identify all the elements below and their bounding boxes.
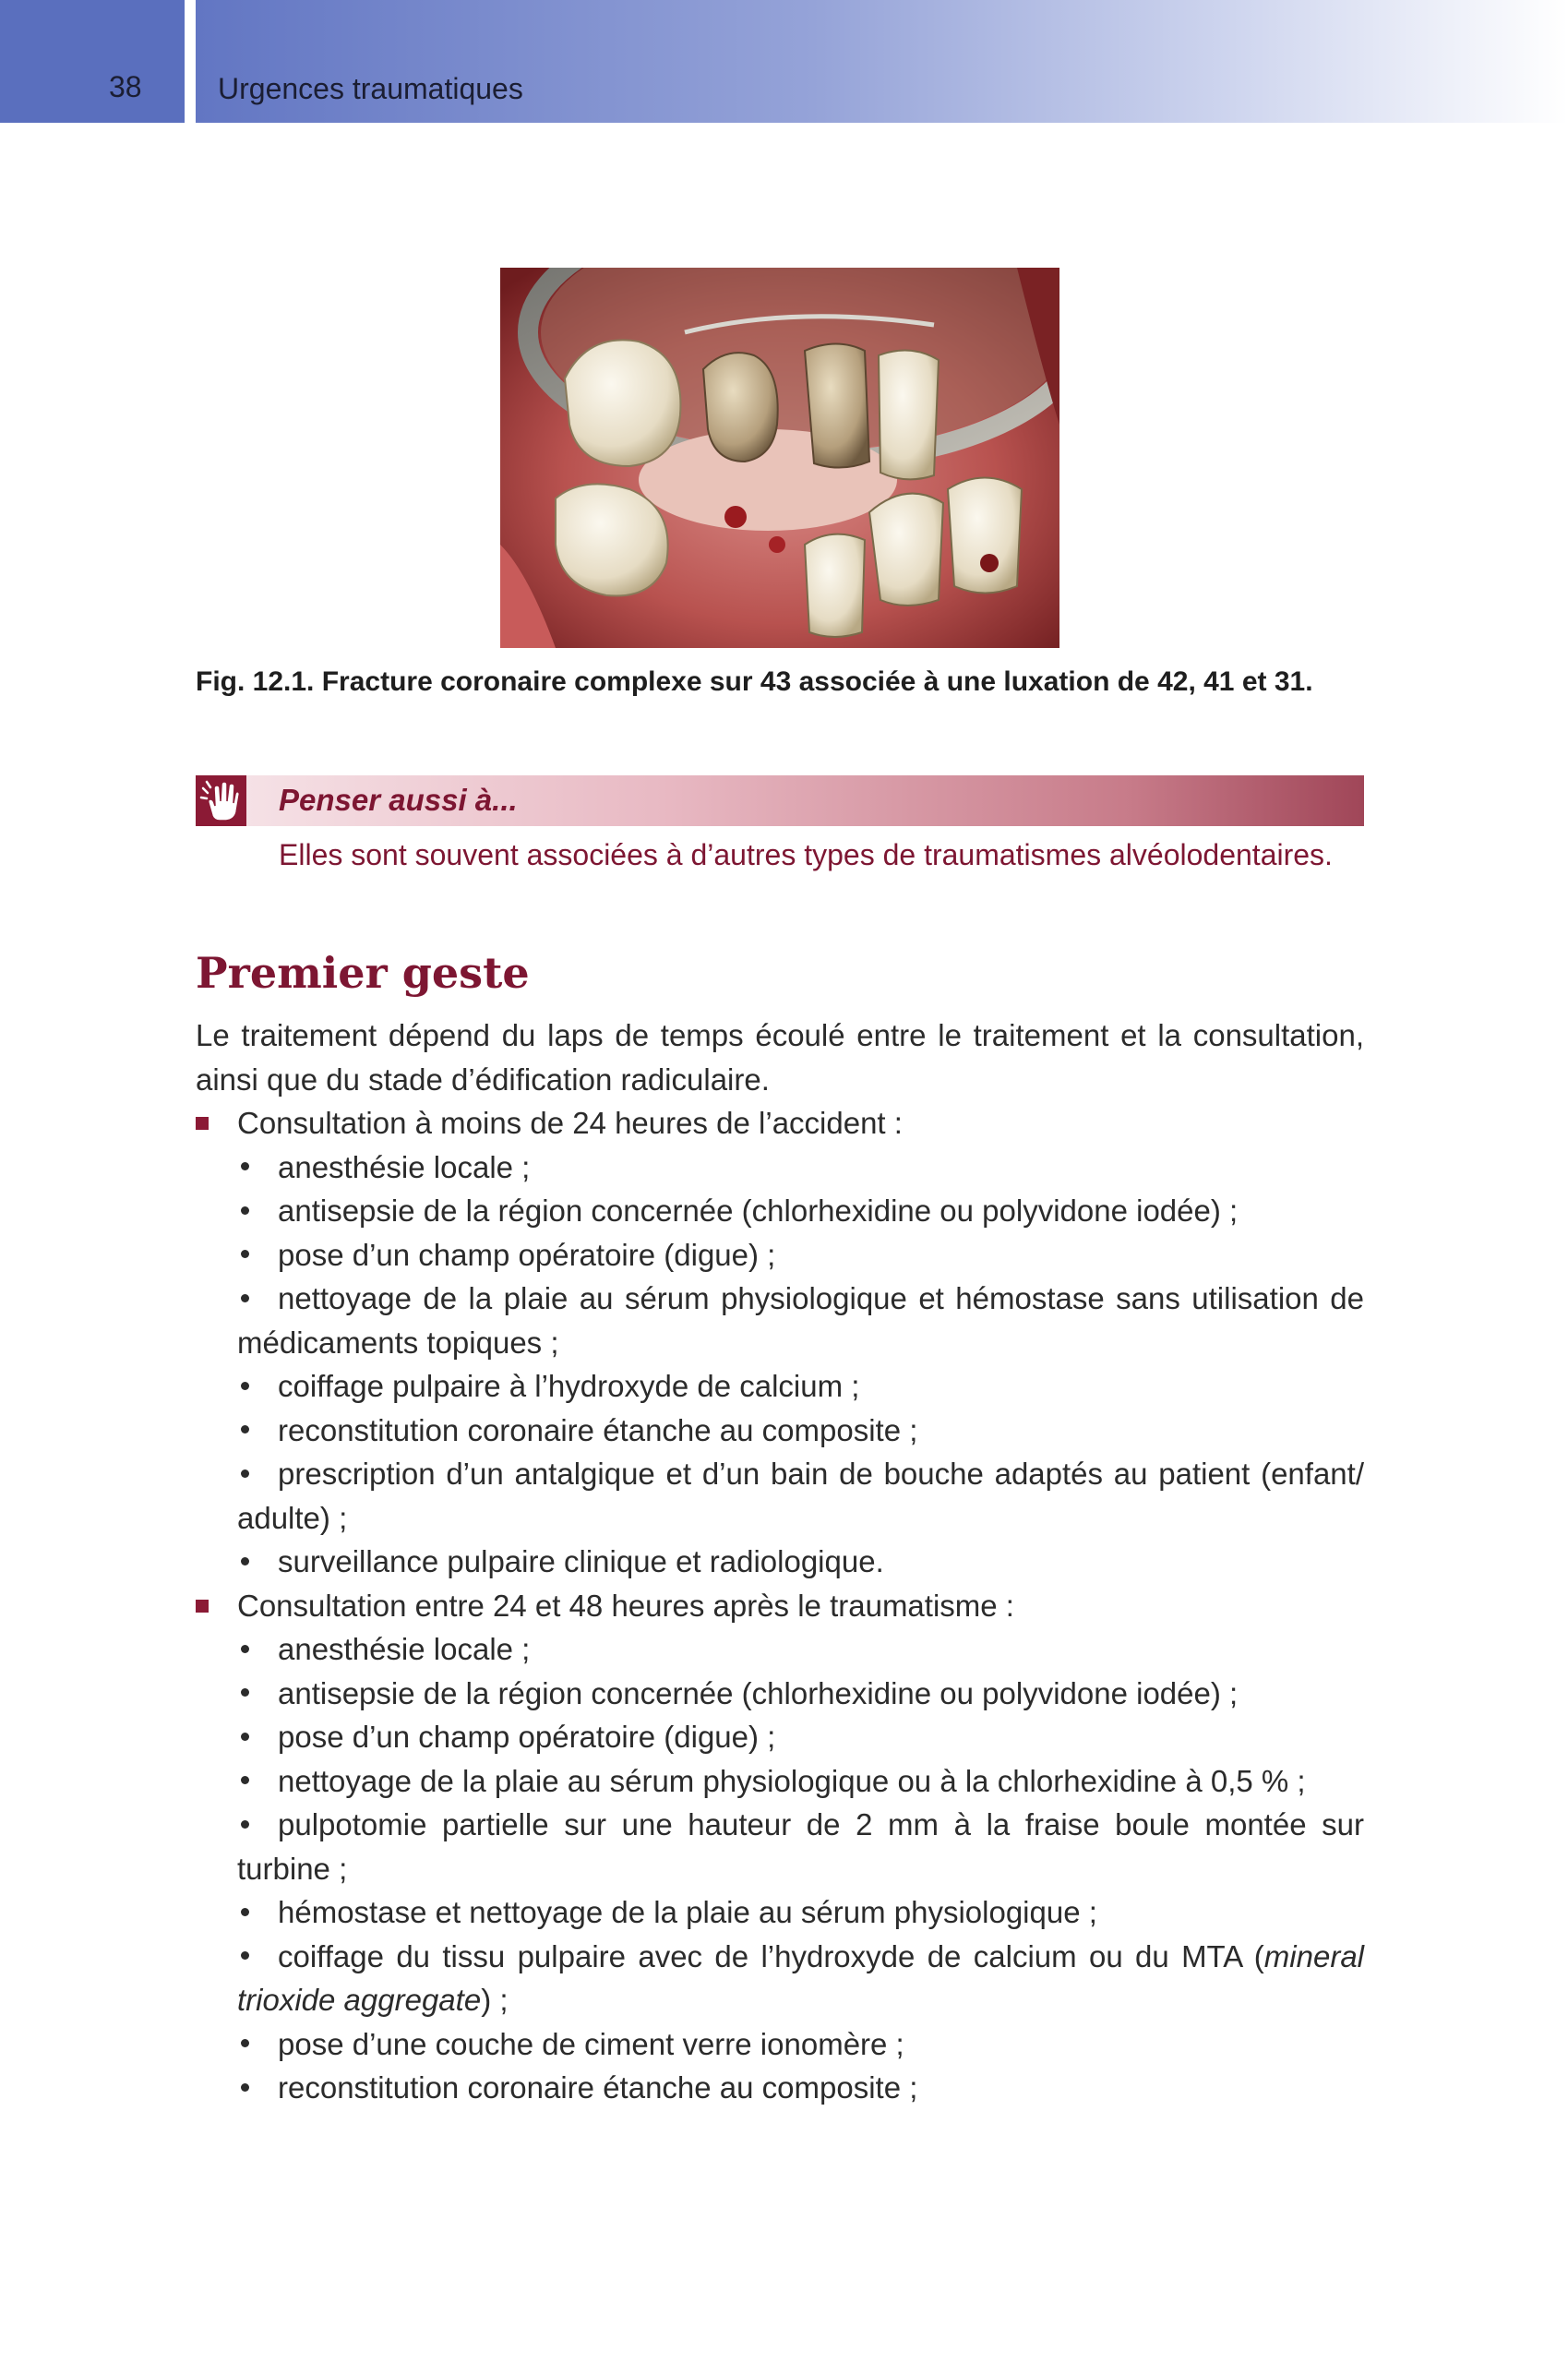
list-item [196, 1935, 1364, 1979]
page-header [0, 0, 1568, 123]
bullet-dot-icon [241, 2083, 249, 2092]
header-number-block [0, 0, 185, 123]
square-bullet-icon [196, 1117, 209, 1130]
bullet-dot-icon [241, 1206, 249, 1215]
item-text: antisepsie de la région concernée (chlorhexidine ou polyvidone iodée) ; [278, 1675, 1239, 1710]
item-text: nettoyage de la plaie au sérum physiologique et hémostase sans utilisation de [278, 1281, 1364, 1315]
list-item [196, 1233, 1364, 1277]
square-bullet-icon [196, 1600, 209, 1613]
item-text-continuation: turbine ; [237, 1851, 348, 1886]
item-text: pulpotomie partielle sur une hauteur de 2 mm à la fraise boule montée sur [278, 1807, 1364, 1841]
list-item [196, 1890, 1364, 1935]
item-text: pose d’un champ opératoire (digue) ; [278, 1720, 776, 1754]
list-item-continuation [196, 1321, 1364, 1365]
list-item [196, 1364, 1364, 1409]
list-item [196, 1803, 1364, 1847]
bullet-dot-icon [241, 1557, 249, 1565]
hand-icon [196, 775, 246, 826]
section-heading: Premier geste [196, 948, 530, 998]
bullet-dot-icon [241, 1776, 249, 1784]
list-item [196, 1101, 1364, 1146]
item-text: reconstitution coronaire étanche au composite ; [278, 1412, 918, 1447]
bullet-dot-icon [241, 1469, 249, 1478]
bullet-dot-icon [241, 1908, 249, 1916]
bullet-dot-icon [241, 1382, 249, 1390]
list-item [196, 2066, 1364, 2110]
item-text: coiffage pulpaire à l’hydroxyde de calcium ; [278, 1369, 860, 1403]
list-item [196, 1627, 1364, 1672]
section-body [196, 1014, 1364, 2110]
item-text: hémostase et nettoyage de la plaie au sérum physiologique ; [278, 1895, 1097, 1929]
item-text: antisepsie de la région concernée (chlorhexidine ou polyvidone iodée) ; [278, 1193, 1239, 1228]
bullet-dot-icon [241, 1951, 249, 1960]
list-item [196, 1672, 1364, 1716]
item-text-continuation: adulte) ; [237, 1500, 348, 1535]
running-title: Urgences traumatiques [218, 72, 523, 105]
group-label: Consultation à moins de 24 heures de l’accident : [237, 1106, 903, 1140]
list-item [196, 1409, 1364, 1453]
bullet-dot-icon [241, 1162, 249, 1170]
item-text-continuation: médicaments topiques ; [237, 1325, 559, 1360]
list-item-continuation [196, 1496, 1364, 1541]
intro-paragraph: Le traitement dépend du laps de temps écoulé entre le traitement et la consultation, ainsi que du stade d’édification radiculaire. [196, 1018, 1364, 1097]
item-text-italic: mineral [1263, 1938, 1364, 1973]
bullet-dot-icon [241, 2039, 249, 2047]
bullet-dot-icon [241, 1645, 249, 1653]
item-text: anesthésie locale ; [278, 1149, 531, 1184]
bullet-dot-icon [241, 1820, 249, 1829]
list-item [196, 1452, 1364, 1496]
callout-title: Penser aussi à... [279, 783, 518, 817]
list-item [196, 1277, 1364, 1321]
list-item [196, 1759, 1364, 1804]
item-text: nettoyage de la plaie au sérum physiologique ou à la chlorhexidine à 0,5 % ; [278, 1763, 1306, 1798]
callout-text: Elles sont souvent associées à d’autres types de traumatismes alvéolodentaires. [279, 838, 1333, 871]
item-text: reconstitution coronaire étanche au composite ; [278, 2070, 918, 2105]
bullet-dot-icon [241, 1688, 249, 1697]
bullet-dot-icon [241, 1250, 249, 1258]
list-item [196, 1146, 1364, 1190]
list-item [196, 1584, 1364, 1628]
list-item [196, 1715, 1364, 1759]
header-divider [185, 0, 196, 123]
item-text-continuation [196, 1978, 1364, 2022]
bullet-dot-icon [241, 1425, 249, 1433]
list-item [196, 2022, 1364, 2067]
item-text: ) ; [481, 1983, 509, 2017]
list-item-continuation [196, 1978, 1364, 2022]
item-text: pose d’une couche de ciment verre ionomère ; [278, 2026, 904, 2061]
item-text-italic: trioxide aggregate [237, 1983, 482, 2017]
group-label: Consultation entre 24 et 48 heures après le traumatisme : [237, 1588, 1014, 1623]
callout-icon-box [196, 775, 246, 826]
page-number: 38 [109, 70, 142, 103]
list-item [196, 1540, 1364, 1584]
dental-photo-illustration [500, 268, 1059, 648]
list-item [196, 1189, 1364, 1233]
item-text: surveillance pulpaire clinique et radiologique. [278, 1544, 884, 1578]
figure-caption: Fig. 12.1. Fracture coronaire complexe sur 43 associée à une luxation de 42, 41 et 31. [196, 666, 1313, 697]
bullet-dot-icon [241, 1733, 249, 1741]
bullet-dot-icon [241, 1294, 249, 1302]
list-item-continuation [196, 1847, 1364, 1891]
item-text: anesthésie locale ; [278, 1632, 531, 1666]
item-text: pose d’un champ opératoire (digue) ; [278, 1237, 776, 1272]
item-text: prescription d’un antalgique et d’un bain de bouche adaptés au patient (enfant/ [278, 1457, 1364, 1491]
figure-photo [500, 268, 1059, 648]
item-text: coiffage du tissu pulpaire avec de l’hydroxyde de calcium ou du MTA ( [278, 1938, 1264, 1973]
